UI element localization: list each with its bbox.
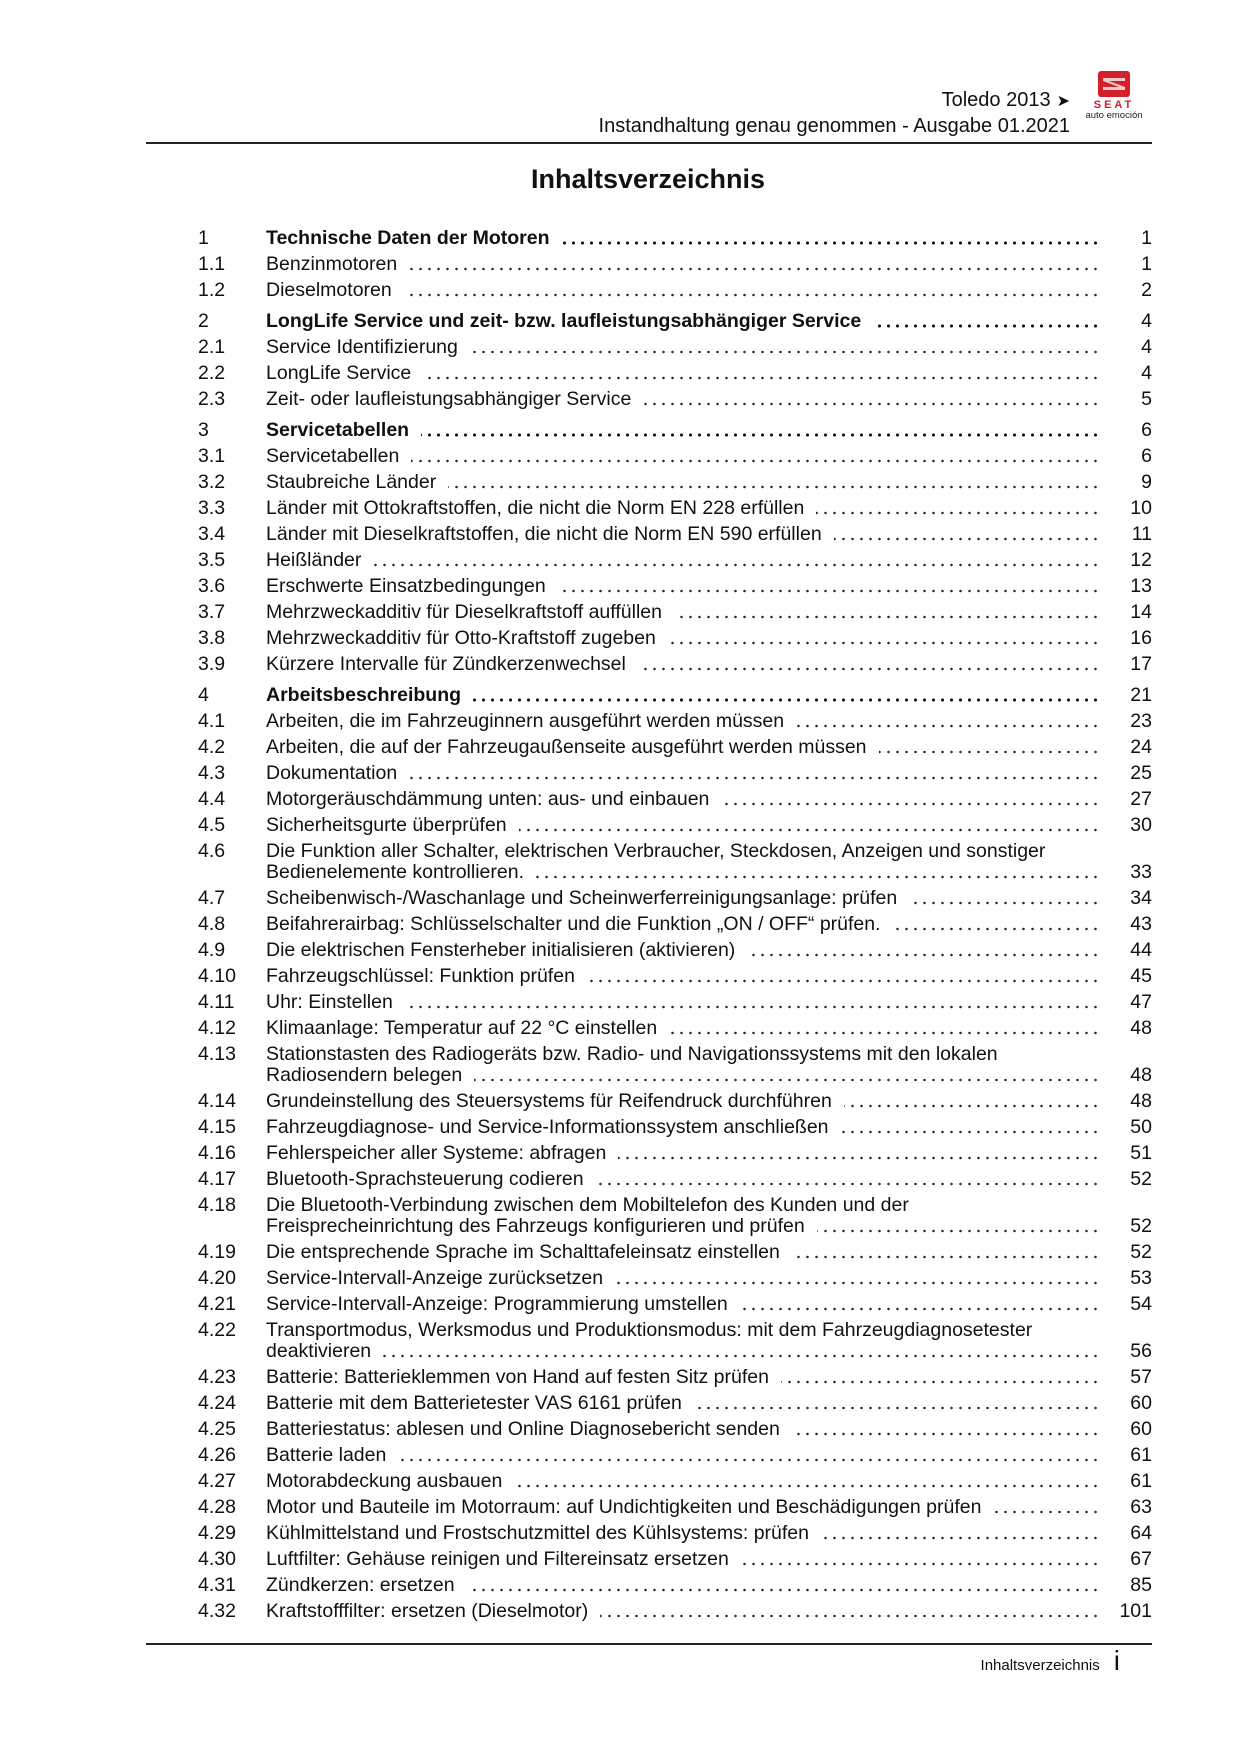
dot-leader [266, 1419, 1100, 1440]
toc-entry[interactable] [198, 1497, 1152, 1523]
header-rule [146, 142, 1152, 144]
toc-entry[interactable] [198, 550, 1152, 576]
entry-title[interactable]: Länder mit Ottokraftstoffen, die nicht die Norm EN 228 erfüllen [266, 497, 816, 519]
dot-leader [266, 498, 1100, 519]
entry-number: 4.32 [198, 1600, 236, 1622]
entry-number: 4.12 [198, 1017, 236, 1039]
page-title: Inhaltsverzeichnis [530, 164, 766, 194]
entry-number: 4.14 [198, 1090, 236, 1112]
toc-entry[interactable] [198, 914, 1152, 940]
dot-leader [266, 1393, 1100, 1414]
entry-title[interactable]: Sicherheitsgurte überprüfen [266, 814, 519, 836]
entry-page[interactable]: 24 [1130, 736, 1152, 758]
entry-title[interactable]: Uhr: Einstellen [266, 991, 405, 1013]
entry-number: 2.2 [198, 362, 226, 384]
entry-page[interactable]: 21 [1130, 684, 1152, 706]
toc-entry[interactable] [198, 628, 1152, 654]
entry-title[interactable]: Motor und Bauteile im Motorraum: auf Undichtigkeiten und Beschädigungen prüfen [266, 1496, 993, 1518]
entry-number: 3.1 [198, 445, 226, 467]
toc-entry[interactable] [198, 1091, 1152, 1117]
entry-number: 4.15 [198, 1116, 236, 1138]
entry-page[interactable]: 57 [1130, 1366, 1152, 1388]
entry-title[interactable]: Mehrzweckadditiv für Otto-Kraftstoff zugeben [266, 627, 668, 649]
toc-entry[interactable] [198, 1268, 1152, 1294]
toc-entry[interactable] [198, 472, 1152, 498]
header-model: Toledo 2013 [941, 89, 1051, 111]
entry-title[interactable]: Batterie: Batterieklemmen von Hand auf festen Sitz prüfen [266, 1366, 781, 1388]
entry-title[interactable]: LongLife Service [266, 362, 423, 384]
dot-leader [266, 472, 1100, 493]
entry-number: 4.9 [198, 939, 226, 961]
entry-page[interactable]: 4 [1141, 310, 1152, 332]
page-footer [980, 1645, 1120, 1676]
entry-number: 4.19 [198, 1241, 236, 1263]
toc-chapter-entry[interactable] [198, 685, 1152, 711]
entry-title[interactable]: Motorgeräuschdämmung unten: aus- und einbauen [266, 788, 721, 810]
toc-entry[interactable] [198, 1117, 1152, 1143]
toc-entry[interactable] [198, 498, 1152, 524]
dot-leader [266, 1549, 1100, 1570]
entry-title[interactable]: Beifahrerairbag: Schlüsselschalter und die Funktion „ON / OFF“ prüfen. [266, 913, 893, 935]
entry-title[interactable]: Die elektrischen Fensterheber initialisieren (aktivieren) [266, 939, 747, 961]
entry-number: 1.2 [198, 279, 226, 301]
toc-entry[interactable] [198, 254, 1152, 280]
dot-leader [266, 1169, 1100, 1190]
entry-number: 3.7 [198, 601, 226, 623]
entry-title[interactable]: Benzinmotoren [266, 253, 409, 275]
entry-number: 2.1 [198, 336, 226, 358]
dot-leader [266, 711, 1100, 732]
dot-leader [266, 602, 1100, 623]
dot-leader [266, 1471, 1100, 1492]
toc-entry[interactable] [198, 789, 1152, 815]
toc-chapter-entry[interactable] [198, 228, 1152, 254]
entry-title[interactable]: Dieselmotoren [266, 279, 404, 301]
entry-page[interactable]: 27 [1130, 788, 1152, 810]
dot-leader [266, 628, 1100, 649]
toc-entry[interactable] [198, 576, 1152, 602]
footer-rule [146, 1643, 1152, 1645]
entry-number: 3.4 [198, 523, 226, 545]
entry-page[interactable]: 52 [1130, 1241, 1152, 1263]
entry-page[interactable]: 51 [1130, 1142, 1152, 1164]
entry-page[interactable]: 56 [1130, 1340, 1152, 1362]
dot-leader [266, 524, 1100, 545]
entry-page[interactable]: 17 [1130, 653, 1152, 675]
entry-page[interactable]: 64 [1130, 1522, 1152, 1544]
toc-entry[interactable] [198, 992, 1152, 1018]
entry-title[interactable]: Arbeiten, die im Fahrzeuginnern ausgeführt werden müssen [266, 710, 796, 732]
entry-title[interactable]: Luftfilter: Gehäuse reinigen und Filtereinsatz ersetzen [266, 1548, 741, 1570]
entry-number: 3.5 [198, 549, 226, 571]
entry-page[interactable]: 1 [1141, 227, 1152, 249]
entry-title[interactable]: Die entsprechende Sprache im Schalttafeleinsatz einstellen [266, 1241, 792, 1263]
entry-number: 2.3 [198, 388, 226, 410]
entry-page[interactable]: 53 [1130, 1267, 1152, 1289]
entry-title[interactable]: Erschwerte Einsatzbedingungen [266, 575, 558, 597]
toc-entry[interactable] [198, 1195, 1152, 1242]
toc-entry[interactable] [198, 1523, 1152, 1549]
entry-title[interactable]: Arbeiten, die auf der Fahrzeugaußenseite ausgeführt werden müssen [266, 736, 879, 758]
entry-number: 4.17 [198, 1168, 236, 1190]
dot-leader [266, 446, 1100, 467]
entry-number: 4.29 [198, 1522, 236, 1544]
dot-leader [266, 1445, 1100, 1466]
entry-number: 4.8 [198, 913, 226, 935]
toc-entry[interactable] [198, 1393, 1152, 1419]
dot-leader [266, 1242, 1100, 1263]
entry-page[interactable]: 60 [1130, 1392, 1152, 1414]
entry-title[interactable]: Länder mit Dieselkraftstoffen, die nicht die Norm EN 590 erfüllen [266, 523, 834, 545]
entry-page[interactable]: 52 [1130, 1215, 1152, 1237]
dot-leader [266, 1601, 1100, 1622]
toc-entry[interactable] [198, 654, 1152, 680]
entry-title[interactable]: Kürzere Intervalle für Zündkerzenwechsel [266, 653, 638, 675]
entry-page[interactable]: 12 [1130, 549, 1152, 571]
entry-title[interactable]: Motorabdeckung ausbauen [266, 1470, 514, 1492]
arrow-right-icon: ➤ [1056, 93, 1070, 110]
dot-leader [266, 280, 1100, 301]
entry-title[interactable]: Service Identifizierung [266, 336, 470, 358]
entry-page[interactable]: 60 [1130, 1418, 1152, 1440]
toc-entry[interactable] [198, 966, 1152, 992]
entry-title[interactable]: Zündkerzen: ersetzen [266, 1574, 467, 1596]
toc-entry[interactable] [198, 711, 1152, 737]
dot-leader [266, 420, 1100, 441]
entry-number: 4.31 [198, 1574, 236, 1596]
entry-page[interactable]: 63 [1130, 1496, 1152, 1518]
entry-number: 4.2 [198, 736, 226, 758]
entry-page[interactable]: 34 [1130, 887, 1152, 909]
entry-page[interactable]: 25 [1130, 762, 1152, 784]
entry-page[interactable]: 44 [1130, 939, 1152, 961]
logo-brand: SEAT [1093, 99, 1135, 111]
entry-number: 2 [198, 310, 209, 332]
entry-number: 4.7 [198, 887, 226, 909]
entry-number: 4.23 [198, 1366, 236, 1388]
toc-entry[interactable] [198, 389, 1152, 415]
entry-page[interactable]: 54 [1130, 1293, 1152, 1315]
entry-number: 4.18 [198, 1194, 236, 1216]
entry-page[interactable]: 16 [1130, 627, 1152, 649]
dot-leader [266, 228, 1100, 249]
entry-page[interactable]: 6 [1141, 445, 1152, 467]
entry-page[interactable]: 52 [1130, 1168, 1152, 1190]
entry-title[interactable]: Servicetabellen [266, 445, 411, 467]
entry-number: 3.9 [198, 653, 226, 675]
entry-page[interactable]: 61 [1130, 1444, 1152, 1466]
toc-entry[interactable] [198, 1471, 1152, 1497]
dot-leader [266, 337, 1100, 358]
entry-number: 4.3 [198, 762, 226, 784]
entry-number: 4.1 [198, 710, 226, 732]
dot-leader [266, 914, 1100, 935]
entry-page[interactable]: 23 [1130, 710, 1152, 732]
toc-entry[interactable] [198, 524, 1152, 550]
entry-number: 4.10 [198, 965, 236, 987]
page-number: i [1113, 1645, 1120, 1676]
toc-entry[interactable] [198, 446, 1152, 472]
seat-emblem-icon [1097, 70, 1131, 98]
entry-page[interactable]: 4 [1141, 362, 1152, 384]
entry-number: 4.20 [198, 1267, 236, 1289]
dot-leader [266, 1575, 1100, 1596]
toc-entry[interactable] [198, 280, 1152, 306]
entry-number: 4 [198, 684, 209, 706]
entry-number: 4.27 [198, 1470, 236, 1492]
entry-number: 1.1 [198, 253, 226, 275]
dot-leader [266, 1044, 1100, 1086]
entry-title[interactable]: Bluetooth-Sprachsteuerung codieren [266, 1168, 596, 1190]
entry-title[interactable]: Heißländer [266, 549, 373, 571]
entry-number: 4.5 [198, 814, 226, 836]
entry-page[interactable]: 10 [1130, 497, 1152, 519]
entry-page[interactable]: 14 [1130, 601, 1152, 623]
dot-leader [266, 815, 1100, 836]
dot-leader [266, 1143, 1100, 1164]
entry-title[interactable]: Mehrzweckadditiv für Dieselkraftstoff auffüllen [266, 601, 674, 623]
toc-entry[interactable] [198, 815, 1152, 841]
entry-page[interactable]: 67 [1130, 1548, 1152, 1570]
dot-leader [266, 1268, 1100, 1289]
entry-number: 1 [198, 227, 209, 249]
entry-number: 3.3 [198, 497, 226, 519]
entry-number: 3 [198, 419, 209, 441]
dot-leader [266, 841, 1100, 883]
entry-page[interactable]: 101 [1119, 1600, 1152, 1622]
dot-leader [266, 789, 1100, 810]
entry-page[interactable]: 2 [1141, 279, 1152, 301]
entry-page[interactable]: 13 [1130, 575, 1152, 597]
toc-entry[interactable] [198, 1601, 1152, 1627]
entry-page[interactable]: 6 [1141, 419, 1152, 441]
toc-entry[interactable] [198, 1044, 1152, 1091]
entry-title[interactable]: LongLife Service und zeit- bzw. laufleistungsabhängiger Service [266, 310, 873, 332]
entry-number: 4.30 [198, 1548, 236, 1570]
dot-leader [266, 1195, 1100, 1237]
header-subtitle: Instandhaltung genau genommen - Ausgabe 01.2021 [598, 115, 1070, 137]
entry-title[interactable]: Servicetabellen [266, 419, 421, 441]
entry-number: 4.21 [198, 1293, 236, 1315]
entry-page[interactable]: 85 [1130, 1574, 1152, 1596]
logo-tagline: auto emoción [1085, 110, 1143, 121]
entry-page[interactable]: 45 [1130, 965, 1152, 987]
dot-leader [266, 550, 1100, 571]
entry-title[interactable]: Fahrzeugschlüssel: Funktion prüfen [266, 965, 587, 987]
entry-page[interactable]: 61 [1130, 1470, 1152, 1492]
entry-title[interactable]: Die Bluetooth-Verbindung zwischen dem Mobiltelefon des Kunden und der Freisprecheinrichtung des Fahrzeugs konfigurieren und prüfen [266, 1194, 909, 1237]
entry-number: 4.11 [198, 991, 235, 1013]
entry-title[interactable]: Grundeinstellung des Steuersystems für Reifendruck durchführen [266, 1090, 844, 1112]
entry-title[interactable]: Batterie mit dem Batterietester VAS 6161 prüfen [266, 1392, 694, 1414]
entry-number: 4.24 [198, 1392, 236, 1414]
table-of-contents [198, 228, 1152, 1627]
toc-entry[interactable] [198, 737, 1152, 763]
dot-leader [266, 1367, 1100, 1388]
dot-leader [266, 1018, 1100, 1039]
dot-leader [266, 654, 1100, 675]
entry-title[interactable]: Staubreiche Länder [266, 471, 448, 493]
dot-leader [266, 992, 1100, 1013]
toc-entry[interactable] [198, 1320, 1152, 1367]
entry-title[interactable]: Technische Daten der Motoren [266, 227, 562, 249]
entry-number: 4.22 [198, 1319, 236, 1341]
entry-number: 3.8 [198, 627, 226, 649]
toc-entry[interactable] [198, 1242, 1152, 1268]
dot-leader [266, 1497, 1100, 1518]
dot-leader [266, 1091, 1100, 1112]
entry-page[interactable]: 4 [1141, 336, 1152, 358]
toc-entry[interactable] [198, 363, 1152, 389]
entry-title[interactable]: Batterie laden [266, 1444, 398, 1466]
toc-entry[interactable] [198, 1018, 1152, 1044]
toc-entry[interactable] [198, 763, 1152, 789]
dot-leader [266, 389, 1100, 410]
toc-entry[interactable] [198, 1294, 1152, 1320]
entry-page[interactable]: 47 [1130, 991, 1152, 1013]
entry-title[interactable]: Service-Intervall-Anzeige: Programmierung umstellen [266, 1293, 740, 1315]
entry-page[interactable]: 1 [1141, 253, 1152, 275]
entry-title[interactable]: Fahrzeugdiagnose- und Service-Informationssystem anschließen [266, 1116, 841, 1138]
toc-entry[interactable] [198, 1419, 1152, 1445]
dot-leader [266, 1320, 1100, 1362]
entry-number: 4.26 [198, 1444, 236, 1466]
footer-section: Inhaltsverzeichnis [980, 1657, 1100, 1674]
entry-title[interactable]: Kühlmittelstand und Frostschutzmittel des Kühlsystems: prüfen [266, 1522, 821, 1544]
toc-entry[interactable] [198, 841, 1152, 888]
entry-page[interactable]: 33 [1130, 861, 1152, 883]
dot-leader [266, 737, 1100, 758]
dot-leader [266, 311, 1100, 332]
toc-entry[interactable] [198, 1445, 1152, 1471]
toc-entry[interactable] [198, 1549, 1152, 1575]
entry-number: 4.16 [198, 1142, 236, 1164]
toc-entry[interactable] [198, 1367, 1152, 1393]
dot-leader [266, 763, 1100, 784]
entry-title[interactable]: Scheibenwisch-/Waschanlage und Scheinwerferreinigungsanlage: prüfen [266, 887, 909, 909]
entry-page[interactable]: 5 [1141, 388, 1152, 410]
toc-entry[interactable] [198, 1143, 1152, 1169]
entry-page[interactable]: 48 [1130, 1090, 1152, 1112]
seat-logo [1074, 70, 1154, 121]
entry-page[interactable]: 30 [1130, 814, 1152, 836]
toc-entry[interactable] [198, 1169, 1152, 1195]
entry-page[interactable]: 11 [1131, 523, 1152, 545]
toc-entry[interactable] [198, 888, 1152, 914]
entry-title[interactable]: Fehlerspeicher aller Systeme: abfragen [266, 1142, 618, 1164]
entry-title[interactable]: Zeit- oder laufleistungsabhängiger Service [266, 388, 643, 410]
dot-leader [266, 940, 1100, 961]
toc-chapter-entry[interactable] [198, 420, 1152, 446]
entry-title[interactable]: Dokumentation [266, 762, 409, 784]
toc-entry[interactable] [198, 602, 1152, 628]
entry-title[interactable]: Stationstasten des Radiogeräts bzw. Radio- und Navigationssystems mit den lokalen Radiosendern belegen [266, 1043, 998, 1086]
entry-page[interactable]: 43 [1130, 913, 1152, 935]
toc-entry[interactable] [198, 337, 1152, 363]
dot-leader [266, 888, 1100, 909]
entry-number: 4.4 [198, 788, 226, 810]
entry-title[interactable]: Klimaanlage: Temperatur auf 22 °C einstellen [266, 1017, 669, 1039]
entry-title[interactable]: Service-Intervall-Anzeige zurücksetzen [266, 1267, 615, 1289]
toc-chapter-entry[interactable] [198, 311, 1152, 337]
dot-leader [266, 1523, 1100, 1544]
entry-title[interactable]: Transportmodus, Werksmodus und Produktionsmodus: mit dem Fahrzeugdiagnosetester deaktivieren [266, 1319, 1033, 1362]
entry-number: 4.28 [198, 1496, 236, 1518]
entry-page[interactable]: 48 [1130, 1017, 1152, 1039]
dot-leader [266, 685, 1100, 706]
dot-leader [266, 576, 1100, 597]
entry-number: 4.13 [198, 1043, 236, 1065]
entry-page[interactable]: 48 [1130, 1064, 1152, 1086]
running-header [599, 88, 1070, 139]
entry-number: 3.6 [198, 575, 226, 597]
dot-leader [266, 363, 1100, 384]
entry-title[interactable]: Die Funktion aller Schalter, elektrischen Verbraucher, Steckdosen, Anzeigen und sonstiger Bedienelemente kontrollieren. [266, 840, 1046, 883]
entry-page[interactable]: 50 [1130, 1116, 1152, 1138]
dot-leader [266, 1117, 1100, 1138]
dot-leader [266, 966, 1100, 987]
entry-title[interactable]: Arbeitsbeschreibung [266, 684, 473, 706]
toc-entry[interactable] [198, 1575, 1152, 1601]
entry-number: 4.25 [198, 1418, 236, 1440]
entry-title[interactable]: Batteriestatus: ablesen und Online Diagnosebericht senden [266, 1418, 792, 1440]
dot-leader [266, 1294, 1100, 1315]
dot-leader [266, 254, 1100, 275]
entry-number: 3.2 [198, 471, 226, 493]
entry-number: 4.6 [198, 840, 226, 862]
entry-title[interactable]: Kraftstofffilter: ersetzen (Dieselmotor) [266, 1600, 600, 1622]
toc-entry[interactable] [198, 940, 1152, 966]
entry-page[interactable]: 9 [1141, 471, 1152, 493]
